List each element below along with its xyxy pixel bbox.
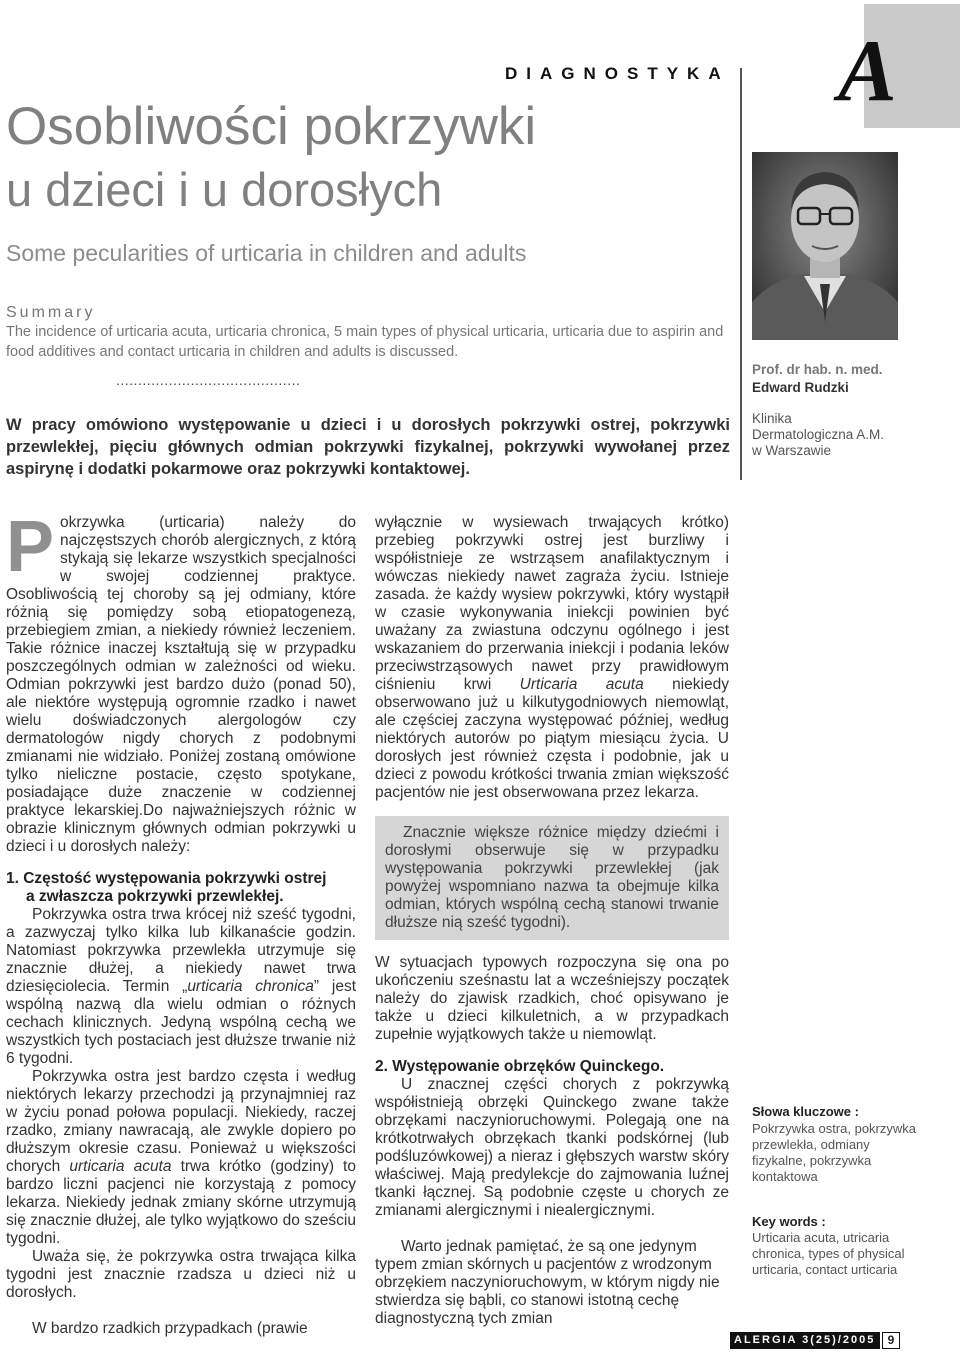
author-affiliation bbox=[752, 411, 912, 459]
paragraph: U znacznej części chorych z pokrzywką współistnieją obrzęki Quinckego zwane także obrzękami naczynioruchowymi. Polegają one na krótkotrwałych obrzękach tkanki podskórnej (lub podśluzówkowej) a nieraz i głębszych warstw skóry właściwej. Mają predylekcje do zajmowania luźnej tkanki łącznej. Są podobnie częste u chorych ze zmianami alergicznymi i niealergicznymi. bbox=[375, 1076, 729, 1219]
body-column-right bbox=[375, 514, 729, 1328]
latin-term: Urticaria acuta bbox=[519, 676, 644, 693]
author-portrait-illustration bbox=[752, 152, 898, 340]
text-run: Pokrzywka ostra jest bardzo częsta i według niektórych lekarzy przechodzi ją przynajmniej raz w życiu ponad połowa populacji. Niekiedy, raczej rzadko, zmiany nawracają, ale zwykle dopiero po dłuższym okresie czasu. Ponieważ u większości chorych bbox=[6, 1068, 356, 1175]
author-photo bbox=[752, 152, 898, 340]
affiliation-line: Dermatologiczna A.M. bbox=[752, 427, 885, 442]
page-number: 9 bbox=[882, 1332, 900, 1349]
affiliation-line: w Warszawie bbox=[752, 443, 832, 458]
separator-dots: .......................................... bbox=[116, 372, 301, 388]
abstract: W pracy omówiono występowanie u dzieci i u dorosłych pokrzywki ostrej, pokrzywki przewlekłej, pięciu głównych odmian pokrzywki fizykalnej, pokrzywki wywołanej przez aspirynę i dodatki pokarmowe oraz pokrzywki kontaktowej. bbox=[6, 416, 730, 478]
paragraph bbox=[6, 1068, 356, 1248]
latin-term: urticaria acuta bbox=[69, 1158, 172, 1175]
text-run: niekiedy obserwowano już u kilkutygodniowych niemowląt, ale częściej zaczyna występować później, według niektórych autorów po piątym miesiącu życia. U dorosłych jest również częsta i podobnie, jak u dzieci z powodu krótkości trwania zmian większość pacjentów nie jest obserwowana przez lekarza. bbox=[375, 676, 729, 801]
latin-term: urticaria chronica bbox=[187, 978, 314, 995]
journal-footer: ALERGIA 3(25)/2005 bbox=[730, 1332, 880, 1349]
text-run: wyłącznie w wysiewach trwających krótko) przebieg pokrzywki ostrej jest burzliwy i współistnieje ze wstrząsem anafilaktycznym i wówczas niekiedy nawet zagraża życiu. Istnieje zasada. że każdy wysiew pokrzywki, który wystąpił w czasie wykonywania iniekcji powinien być uważany za zwiastuna odczynu ogólnego i jest wskazaniem do przerwania iniekcji i podania leków przeciwstrząsowych nawet przy prawidłowym ciśnieniu krwi bbox=[375, 514, 729, 693]
affiliation-line: Klinika bbox=[752, 411, 792, 426]
section-heading-1-line2: a zwłaszcza pokrzywki przewlekłej. bbox=[26, 888, 284, 905]
body-column-left bbox=[6, 507, 356, 1338]
article-title: Osobliwości pokrzywki bbox=[6, 97, 537, 156]
drop-cap: P bbox=[6, 507, 55, 587]
keywords-en-heading: Key words : bbox=[752, 1214, 826, 1229]
summary-heading: Summary bbox=[6, 304, 96, 321]
section-heading-1-line1: 1. Częstość występowania pokrzywki ostrej bbox=[6, 870, 327, 887]
paragraph: Uważa się, że pokrzywka ostra trwająca kilka tygodni jest znacznie rzadsza u dzieci niż u dorosłych. bbox=[6, 1248, 356, 1301]
paragraph bbox=[6, 906, 356, 1068]
author-name: Edward Rudzki bbox=[752, 380, 849, 395]
corner-letter: A bbox=[838, 23, 897, 120]
keywords-en-text: Urticaria acuta, utricaria chronica, types of physical urticaria, contact urticaria bbox=[752, 1230, 905, 1277]
keywords-pl-heading: Słowa kluczowe : bbox=[752, 1104, 859, 1119]
keywords-pl-text: Pokrzywka ostra, pokrzywka przewlekła, odmiany fizykalne, pokrzywka kontaktowa bbox=[752, 1121, 916, 1184]
section-label: DIAGNOSTYKA bbox=[505, 64, 730, 83]
paragraph: W bardzo rzadkich przypadkach (prawie bbox=[32, 1320, 308, 1337]
column-divider bbox=[740, 68, 742, 480]
text-run: ” jest wspólną nazwą dla wielu odmian o różnych cechach klinicznych. Jedyną wspólną cechą we wszystkich tych postaciach jest dłuższe trwanie niż 6 tygodni. bbox=[6, 978, 356, 1067]
paragraph: W sytuacjach typowych rozpoczyna się ona po ukończeniu sześnastu lat a wcześniejszy początek należy do zjawisk rzadkich, choć opisywano je także u dzieci kilkuletnich, a w przypadkach zupełnie wyjątkowych także u niemowląt. bbox=[375, 954, 729, 1043]
author-title: Prof. dr hab. n. med. bbox=[752, 362, 883, 377]
summary-text: The incidence of urticaria acuta, urticaria chronica, 5 main types of physical urticaria, urticaria due to aspirin and food additives and contact urticaria in children and adults is discussed. bbox=[6, 324, 724, 360]
pull-quote-text: Znacznie większe różnice między dziećmi i dorosłymi obserwuje się w przypadku występowania pokrzywki przewlekłej (jak powyżej wspomniano nazwa ta obejmuje kilka odmian, których wspólną cechą stanowi trwanie dłuższe nią sześć tygodni). bbox=[385, 824, 719, 931]
intro-text: okrzywka (urticaria) należy do najczęstszych chorób alergicznych, z którą stykają się lekarze wszystkich specjalności w swojej codziennej praktyce. Osobliwością tej choroby są jej odmiany, które różnią się pomiędzy sobą etiopatogenezą, przebiegiem zmian, a niekiedy również leczeniem. Takie różnice inaczej kształtują się w przypadku poszczególnych odmian w zależności od wieku. Odmian pokrzywki jest bardzo dużo (ponad 50), ale niektóre występują ogromnie rzadko i nawet wielu doświadczonych alergologów czy dermatologów nigdy chorych z podobnymi zmianami nie widziało. Poniżej zostaną omówione tylko nieliczne postacie, często spotykane, posiadające duże znaczenie w codziennej praktyce lekarskiej.Do najważniejszych różnic w obrazie klinicznym głównych odmian pokrzywki u dzieci i u dorosłych należy: bbox=[6, 514, 356, 855]
intro-paragraph bbox=[6, 507, 356, 856]
article-title-line2: u dzieci i u dorosłych bbox=[6, 163, 443, 216]
paragraph bbox=[375, 514, 729, 802]
pull-quote bbox=[375, 816, 729, 940]
section-heading-2: 2. Występowanie obrzęków Quinckego. bbox=[375, 1058, 665, 1075]
paragraph: Warto jednak pamiętać, że są one jedynym typem zmian skórnych u pacjentów z wrodzonym obrzękiem naczynioruchowym, w którym nigdy nie stwierdza się bąbli, co stanowi istotną cechę diagnostyczną tych zmian bbox=[375, 1238, 720, 1327]
text-run: trwa krótko (godziny) to bardzo liczni pacjenci nie korzystają z pomocy lekarza. Niekiedy jednak zmiany skórne utrzymują się znacznie dłużej, ale tylko wyjątkowo do sześciu tygodni. bbox=[6, 1158, 356, 1247]
text-run: Pokrzywka ostra trwa krócej niż sześć tygodni, a zazwyczaj tylko kilka lub kilkanaście godzin. Natomiast pokrzywka przewlekła utrzymuje się znacznie dłużej, a niekiedy nawet trwa dziesięciolecia. Termin „ bbox=[6, 906, 356, 995]
section-heading-1 bbox=[6, 870, 356, 906]
article-subtitle: Some pecularities of urticaria in children and adults bbox=[6, 240, 527, 266]
